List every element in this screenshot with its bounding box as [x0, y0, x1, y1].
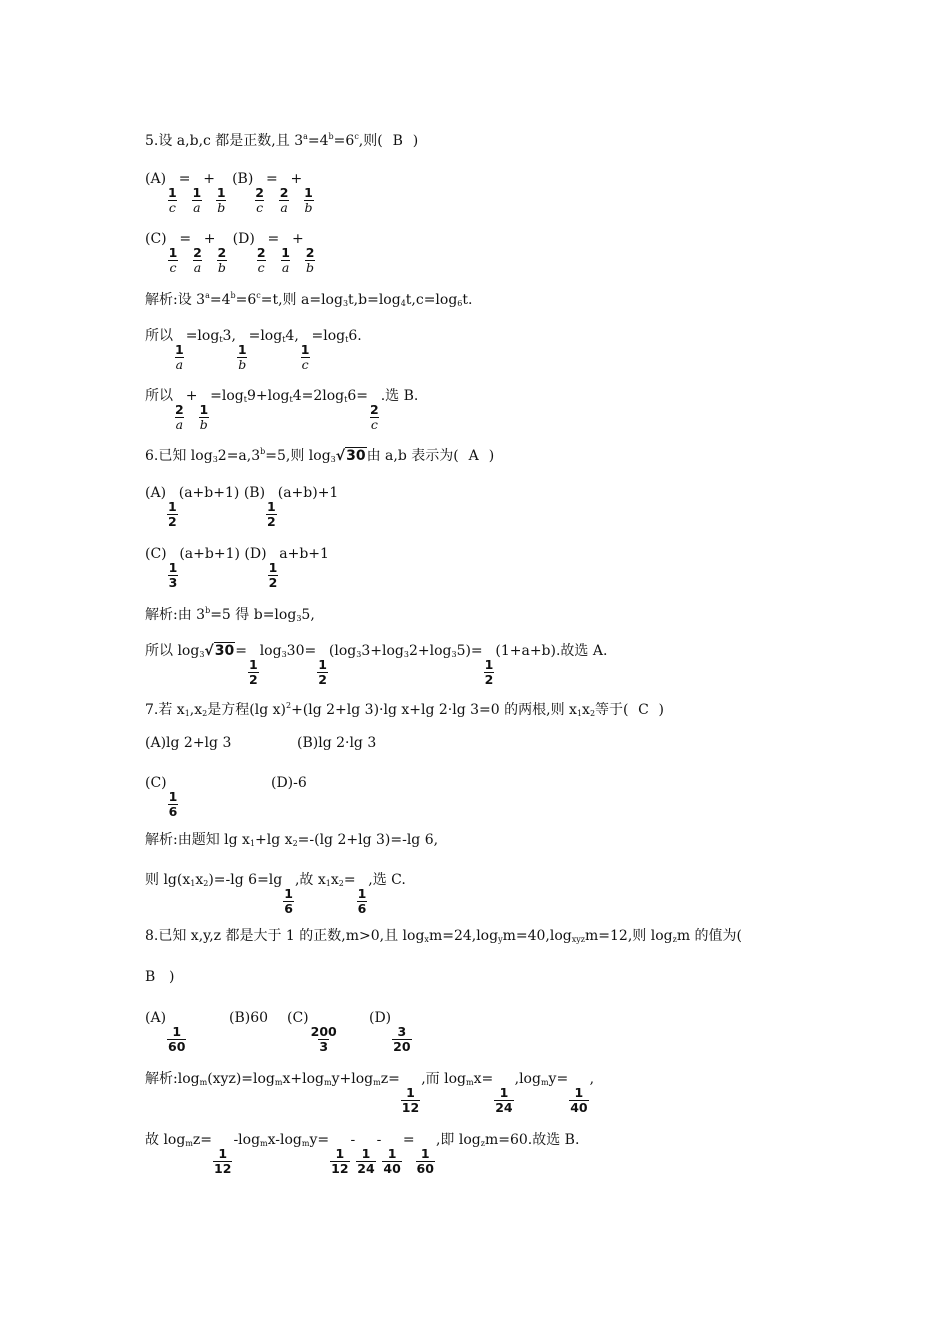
q8-solution-1: 解析$:\log_m(xyz)=\log_mx+\log_my+\log_mz=$ $\frac{1}{12}$ ,而 $\log_mx=$ $\frac{1}{24}$ $,\log_my=$ $\frac{1}{40}$ ,	[145, 1071, 595, 1115]
q5-solution-1: 解析:设 $3^a=4^b=6^c=t$,则 $a=\log_3t,b=\log_4t,c=\log_6t$.	[145, 291, 473, 308]
q7-answer: C	[638, 702, 649, 718]
sqrt-30: √30	[335, 448, 366, 464]
fraction: $\frac{1}{c}$	[168, 185, 177, 215]
q7-stem: 7.若 $x_1,x_2$是方程(lg x)$^2$+(lg 2+lg 3)·lg x+lg 2·lg 3=0 的两根,则 $x_1x_2$等于( C )	[145, 701, 664, 718]
q5-solution-3: 所以 $\frac{2}{a}$ + $\frac{1}{b}$ $=\log_t9+\log_t4=2\log_t6=$ $\frac{2}{c}$ .选 B.	[145, 388, 419, 432]
q5-stem: 5.设 a,b,c 都是正数,且 $3^a=4^b=6^c$,则( B )	[145, 132, 419, 149]
q6-options-ab: (A) $\frac{1}{2}$ (a+b+1) (B) $\frac{1}{2}$ (a+b)+1	[145, 485, 339, 529]
q8-solution-2: 故 $\log_mz=$ $\frac{1}{12}$ $-\log_mx-\log_my=$ $\frac{1}{12}$ - $\frac{1}{24}$ - $\frac{1}{40}$ = $\frac{1}{60}$ ,即 $\log_zm=60$.故选 B.	[145, 1132, 580, 1176]
q8-options: (A) $\frac{1}{60}$ (B)60 (C) $\frac{200}{3}$ (D) $\frac{3}{20}$	[145, 1010, 411, 1054]
q8-stem: 8.已知 x,y,z 都是大于 1 的正数,m>0,且 $\log_xm=24,\log_ym=40,\log_{xyz}m=12$,则 $\log_zm$ 的值为(	[145, 928, 742, 944]
q6-answer: A	[468, 448, 479, 464]
q6-solution-2: 所以 $\log_3√30=$ $\frac{1}{2}$ $\log_330=$ $\frac{1}{2}$ $(\log_33+\log_32+\log_35)=$ $\frac{1}{2}$ (1+a+b).故选 A.	[145, 643, 608, 687]
q5-options-cd: (C) $\frac{1}{c}$ = $\frac{2}{a}$ + $\frac{2}{b}$ (D) $\frac{2}{c}$ = $\frac{1}{a}$ + $\frac{2}{b}$	[145, 231, 315, 275]
q8-stem-answer: B )	[145, 969, 175, 985]
q6-solution-1: 解析:由 $3^b=5$ 得 $b=\log_35$,	[145, 606, 315, 623]
q5-answer: B	[392, 133, 403, 149]
q5-options-ab: (A) $\frac{1}{c}$ = $\frac{1}{a}$ + $\frac{1}{b}$ (B) $\frac{2}{c}$ = $\frac{2}{a}$ + $\frac{1}{b}$	[145, 171, 313, 215]
q7-solution-2: 则 $\lg(x_1x_2)=-\lg$ 6=lg $\frac{1}{6}$ ,故 $x_1x_2=$ $\frac{1}{6}$ ,选 C.	[145, 872, 406, 916]
q5-solution-2: 所以 $\frac{1}{a}$ $=\log_t3$, $\frac{1}{b}$ $=\log_t4$, $\frac{1}{c}$ $=\log_t6$.	[145, 328, 362, 372]
q7-solution-1: 解析:由题知 $\lg x_1+\lg$ $x_2=-(\lg$ 2+lg 3)=-lg 6,	[145, 832, 439, 848]
q6-options-cd: (C) $\frac{1}{3}$ (a+b+1) (D) $\frac{1}{2}$ a+b+1	[145, 546, 329, 590]
q6-stem: 6.已知 $\log_32=a,3^b=5$,则 $\log_3√30$由 a,b 表示为( A )	[145, 447, 495, 464]
q7-options-ab: (A)lg 2+lg 3 (B)lg 2·lg 3	[145, 735, 377, 751]
q8-answer: B	[145, 969, 156, 985]
q7-options-cd: (C) $\frac{1}{6}$ (D)-6	[145, 775, 307, 819]
